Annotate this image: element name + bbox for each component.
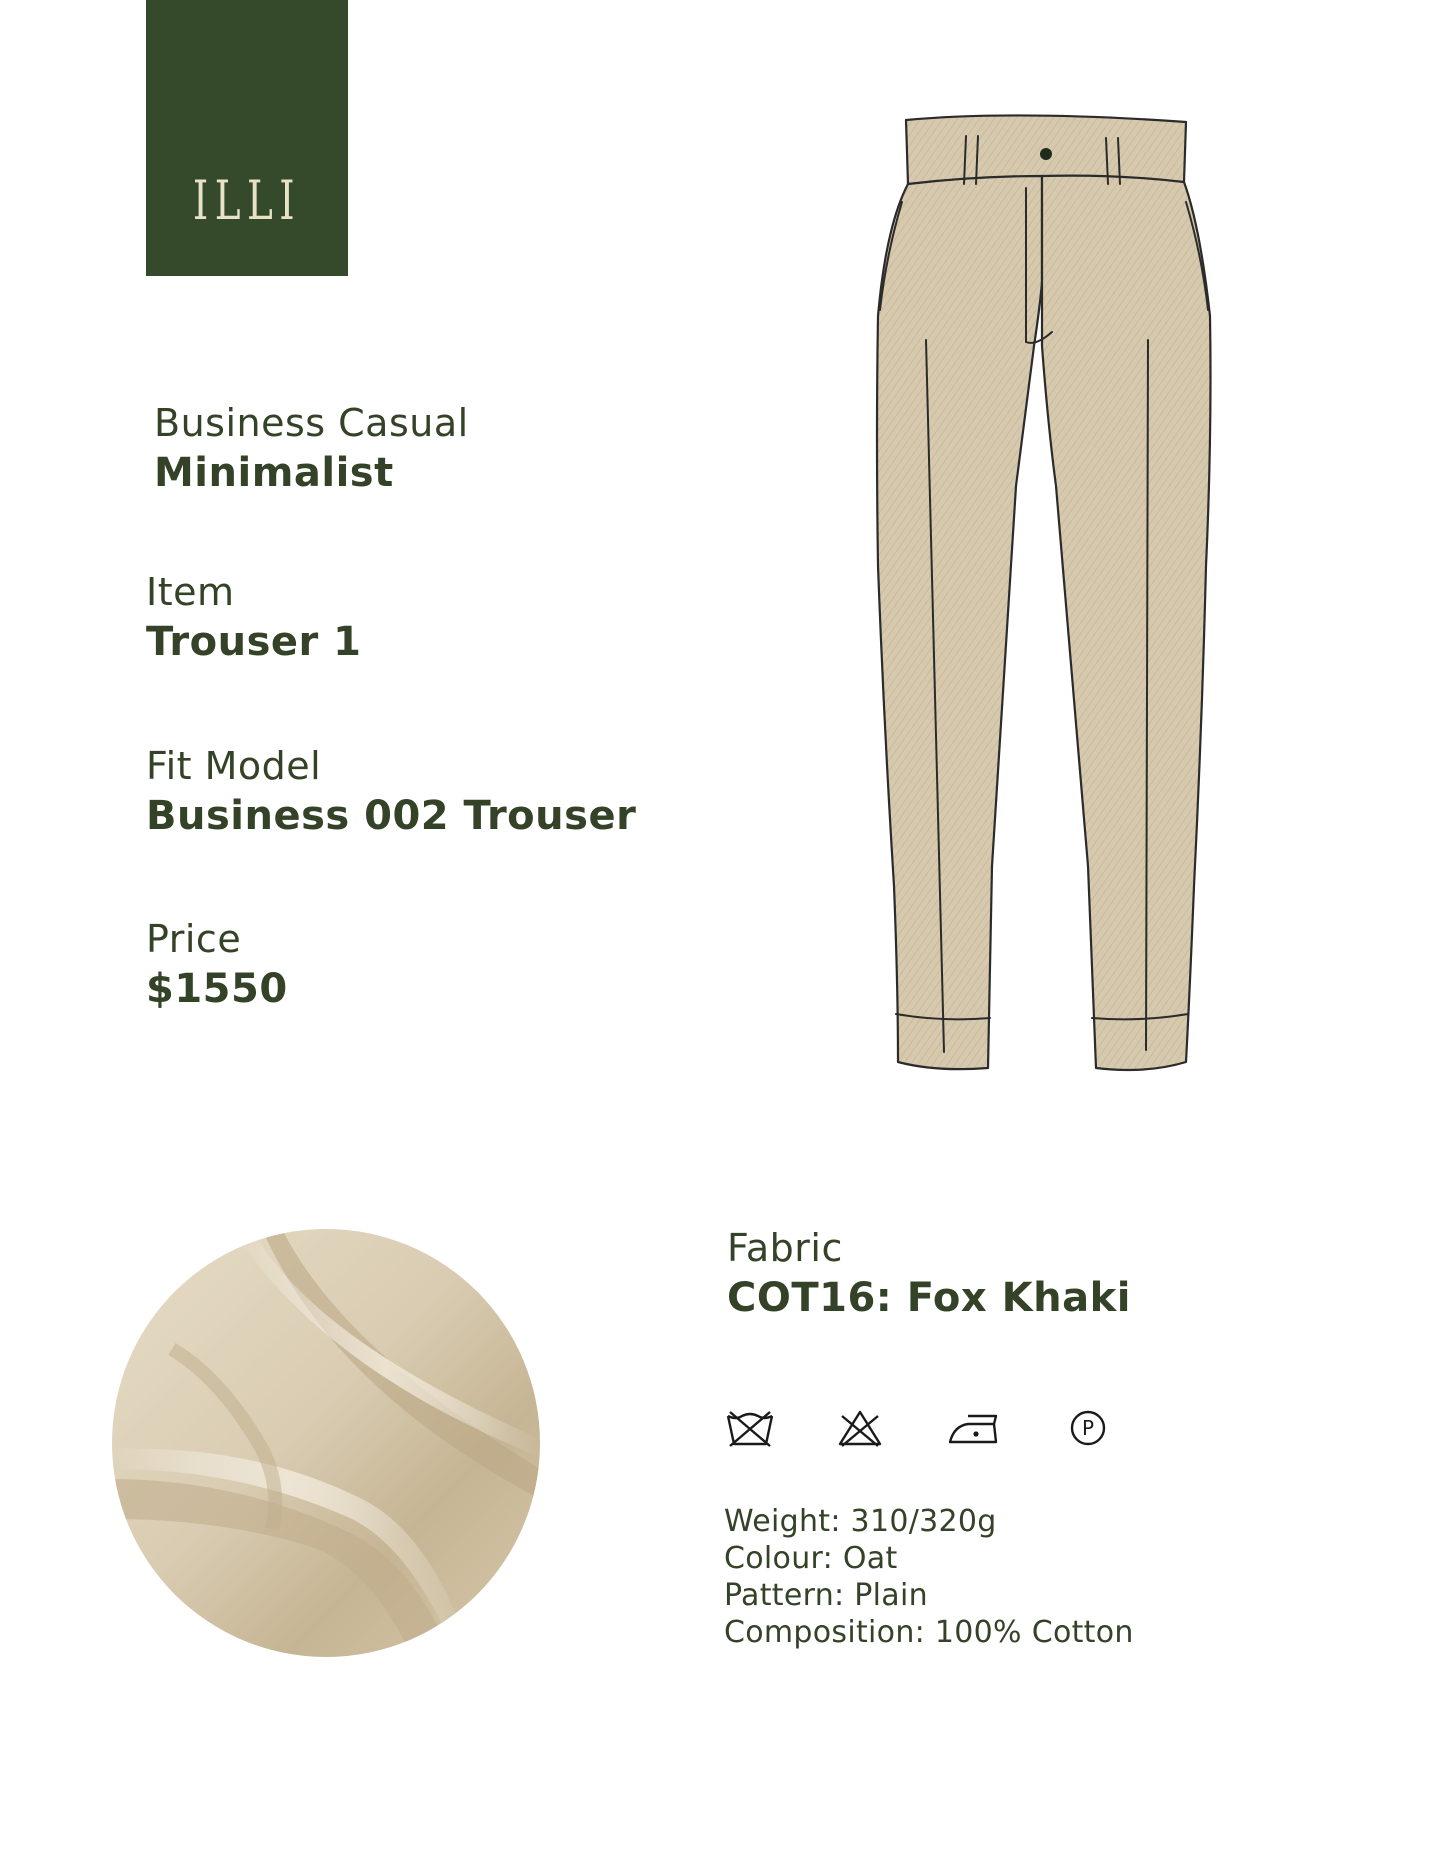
brand-logo — [146, 0, 348, 276]
fit-model-label: Fit Model — [146, 744, 322, 788]
item-label: Item — [146, 570, 235, 614]
price-info — [146, 916, 288, 1014]
do-not-wash-icon — [724, 1400, 776, 1456]
iron-low-heat-icon — [946, 1400, 1002, 1456]
spec-colour: Colour: Oat — [724, 1541, 898, 1576]
price-label: Price — [146, 917, 242, 961]
style-info — [154, 400, 469, 498]
fabric-swatch-image — [112, 1229, 540, 1657]
fabric-info — [727, 1225, 1131, 1323]
fit-model-info — [146, 743, 636, 841]
brand-logo-text: ILLI — [192, 169, 302, 232]
do-not-bleach-icon — [836, 1400, 884, 1456]
care-instructions — [724, 1400, 1144, 1460]
svg-text:P: P — [1081, 1416, 1095, 1440]
fabric-value: COT16: Fox Khaki — [727, 1274, 1131, 1321]
item-value: Trouser 1 — [146, 618, 362, 665]
style-category: Business Casual — [154, 401, 469, 445]
fabric-label: Fabric — [727, 1226, 843, 1270]
dry-clean-p-icon — [1068, 1400, 1108, 1456]
item-info — [146, 569, 362, 667]
trouser-illustration — [856, 106, 1232, 1086]
waist-button — [1040, 148, 1052, 160]
spec-weight: Weight: 310/320g — [724, 1504, 997, 1539]
trouser-body — [877, 115, 1211, 1070]
spec-composition: Composition: 100% Cotton — [724, 1615, 1134, 1650]
price-value: $1550 — [146, 965, 288, 1012]
fabric-specs — [724, 1503, 1134, 1651]
spec-pattern: Pattern: Plain — [724, 1578, 928, 1613]
style-name: Minimalist — [154, 449, 394, 496]
fit-model-value: Business 002 Trouser — [146, 792, 637, 839]
